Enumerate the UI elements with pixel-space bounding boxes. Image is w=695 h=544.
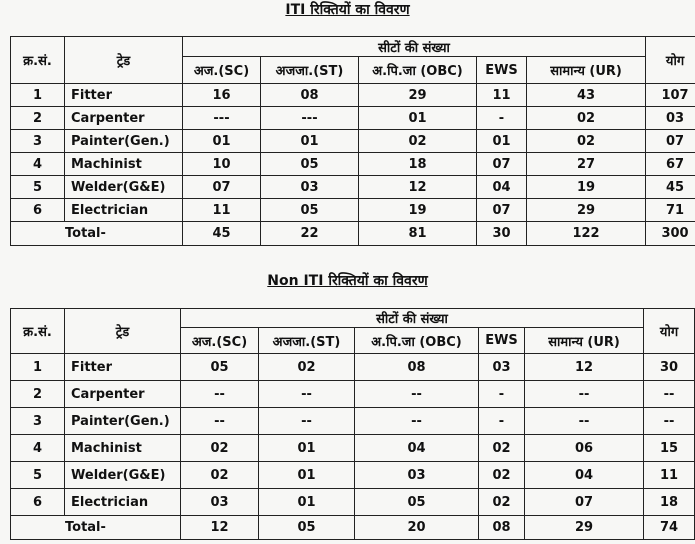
total-header: योग	[646, 37, 695, 84]
trade-cell: Carpenter	[65, 381, 181, 408]
total-cell: 07	[646, 130, 695, 153]
total-ews: 30	[477, 222, 527, 246]
st-cell: 01	[259, 435, 355, 462]
trade-cell: Fitter	[65, 354, 181, 381]
sc-cell: 03	[181, 489, 259, 516]
st-cell: 03	[261, 176, 359, 199]
sc-cell: 10	[183, 153, 261, 176]
ur-header: सामान्य (UR)	[525, 328, 644, 354]
serial-cell: 4	[11, 153, 65, 176]
trade-cell: Carpenter	[65, 107, 183, 130]
seats-group-header: सीटों की संख्या	[183, 37, 646, 57]
total-cell: --	[644, 381, 695, 408]
sc-cell: 02	[181, 435, 259, 462]
sc-cell: 16	[183, 84, 261, 107]
sc-cell: --	[181, 381, 259, 408]
total-cell: 67	[646, 153, 695, 176]
obc-header: अ.पि.जा (OBC)	[355, 328, 479, 354]
sc-cell: --	[181, 408, 259, 435]
total-label: Total-	[11, 222, 183, 246]
obc-cell: 08	[355, 354, 479, 381]
serial-cell: 1	[11, 354, 65, 381]
ews-cell: 11	[477, 84, 527, 107]
table-row	[11, 408, 695, 435]
sc-cell: 02	[181, 462, 259, 489]
st-cell: 08	[261, 84, 359, 107]
ur-header: सामान्य (UR)	[527, 57, 646, 84]
total-cell: 15	[644, 435, 695, 462]
serial-cell: 3	[11, 130, 65, 153]
sc-cell: 07	[183, 176, 261, 199]
ews-cell: 07	[477, 153, 527, 176]
total-ur: 29	[525, 516, 644, 540]
sc-cell: 01	[183, 130, 261, 153]
serial-cell: 2	[11, 107, 65, 130]
ews-cell: -	[479, 408, 525, 435]
serial-cell: 4	[11, 435, 65, 462]
trade-cell: Fitter	[65, 84, 183, 107]
trade-cell: Painter(Gen.)	[65, 408, 181, 435]
ur-cell: 19	[527, 176, 646, 199]
trade-cell: Welder(G&E)	[65, 462, 181, 489]
obc-cell: 19	[359, 199, 477, 222]
ews-cell: -	[479, 381, 525, 408]
ur-cell: 07	[525, 489, 644, 516]
ur-cell: 04	[525, 462, 644, 489]
obc-cell: 12	[359, 176, 477, 199]
total-ews: 08	[479, 516, 525, 540]
table-row	[11, 489, 695, 516]
trade-cell: Electrician	[65, 199, 183, 222]
table-row	[11, 462, 695, 489]
serial-cell: 5	[11, 462, 65, 489]
trade-header: ट्रेड	[65, 309, 181, 354]
ews-header: EWS	[477, 57, 527, 84]
st-cell: 01	[259, 462, 355, 489]
total-st: 05	[259, 516, 355, 540]
total-sc: 12	[181, 516, 259, 540]
obc-cell: 04	[355, 435, 479, 462]
seats-group-header: सीटों की संख्या	[181, 309, 644, 328]
ur-cell: --	[525, 381, 644, 408]
table-row	[11, 176, 695, 199]
obc-cell: 01	[359, 107, 477, 130]
serial-cell: 6	[11, 199, 65, 222]
total-cell: 107	[646, 84, 695, 107]
ews-cell: 02	[479, 435, 525, 462]
ur-cell: 43	[527, 84, 646, 107]
obc-cell: 29	[359, 84, 477, 107]
st-cell: --	[259, 408, 355, 435]
ews-cell: 02	[479, 489, 525, 516]
total-label: Total-	[11, 516, 181, 540]
non-iti-table-title: Non ITI रिक्तियों का विवरण	[267, 273, 428, 289]
serial-cell: 3	[11, 408, 65, 435]
ur-cell: 02	[527, 107, 646, 130]
table-row	[11, 435, 695, 462]
obc-cell: --	[355, 381, 479, 408]
total-cell: 71	[646, 199, 695, 222]
ews-cell: 07	[477, 199, 527, 222]
sc-header: अज.(SC)	[183, 57, 261, 84]
table-row	[11, 107, 695, 130]
table-row	[11, 354, 695, 381]
total-total: 300	[646, 222, 695, 246]
trade-cell: Electrician	[65, 489, 181, 516]
table-row	[11, 130, 695, 153]
serial-header: क्र.सं.	[11, 309, 65, 354]
sc-cell: 05	[181, 354, 259, 381]
st-cell: 02	[259, 354, 355, 381]
st-cell: ---	[261, 107, 359, 130]
trade-cell: Machinist	[65, 153, 183, 176]
st-cell: 01	[261, 130, 359, 153]
total-cell: 03	[646, 107, 695, 130]
ews-cell: 01	[477, 130, 527, 153]
total-total: 74	[644, 516, 695, 540]
obc-cell: 02	[359, 130, 477, 153]
ews-cell: -	[477, 107, 527, 130]
ur-cell: 12	[525, 354, 644, 381]
ur-cell: 27	[527, 153, 646, 176]
total-cell: 18	[644, 489, 695, 516]
serial-header: क्र.सं.	[11, 37, 65, 84]
ews-cell: 03	[479, 354, 525, 381]
sc-cell: 11	[183, 199, 261, 222]
serial-cell: 2	[11, 381, 65, 408]
st-cell: 01	[259, 489, 355, 516]
table-row	[11, 153, 695, 176]
ur-cell: --	[525, 408, 644, 435]
obc-header: अ.पि.जा (OBC)	[359, 57, 477, 84]
st-cell: 05	[261, 199, 359, 222]
total-cell: 30	[644, 354, 695, 381]
sc-header: अज.(SC)	[181, 328, 259, 354]
total-obc: 20	[355, 516, 479, 540]
st-header: अजजा.(ST)	[259, 328, 355, 354]
iti-vacancy-table	[10, 36, 695, 246]
ews-header: EWS	[479, 328, 525, 354]
total-header: योग	[644, 309, 695, 354]
total-cell: --	[644, 408, 695, 435]
total-sc: 45	[183, 222, 261, 246]
table-row	[11, 84, 695, 107]
obc-cell: 18	[359, 153, 477, 176]
ur-cell: 06	[525, 435, 644, 462]
obc-cell: 05	[355, 489, 479, 516]
table-row	[11, 381, 695, 408]
iti-table-title: ITI रिक्तियों का विवरण	[285, 2, 410, 18]
trade-cell: Painter(Gen.)	[65, 130, 183, 153]
non-iti-vacancy-table	[10, 308, 695, 540]
total-st: 22	[261, 222, 359, 246]
trade-cell: Welder(G&E)	[65, 176, 183, 199]
obc-cell: --	[355, 408, 479, 435]
total-obc: 81	[359, 222, 477, 246]
total-cell: 45	[646, 176, 695, 199]
total-ur: 122	[527, 222, 646, 246]
serial-cell: 6	[11, 489, 65, 516]
st-header: अजजा.(ST)	[261, 57, 359, 84]
st-cell: --	[259, 381, 355, 408]
obc-cell: 03	[355, 462, 479, 489]
serial-cell: 1	[11, 84, 65, 107]
ews-cell: 04	[477, 176, 527, 199]
table-row	[11, 199, 695, 222]
trade-cell: Machinist	[65, 435, 181, 462]
serial-cell: 5	[11, 176, 65, 199]
trade-header: ट्रेड	[65, 37, 183, 84]
sc-cell: ---	[183, 107, 261, 130]
st-cell: 05	[261, 153, 359, 176]
total-cell: 11	[644, 462, 695, 489]
ur-cell: 02	[527, 130, 646, 153]
ews-cell: 02	[479, 462, 525, 489]
ur-cell: 29	[527, 199, 646, 222]
